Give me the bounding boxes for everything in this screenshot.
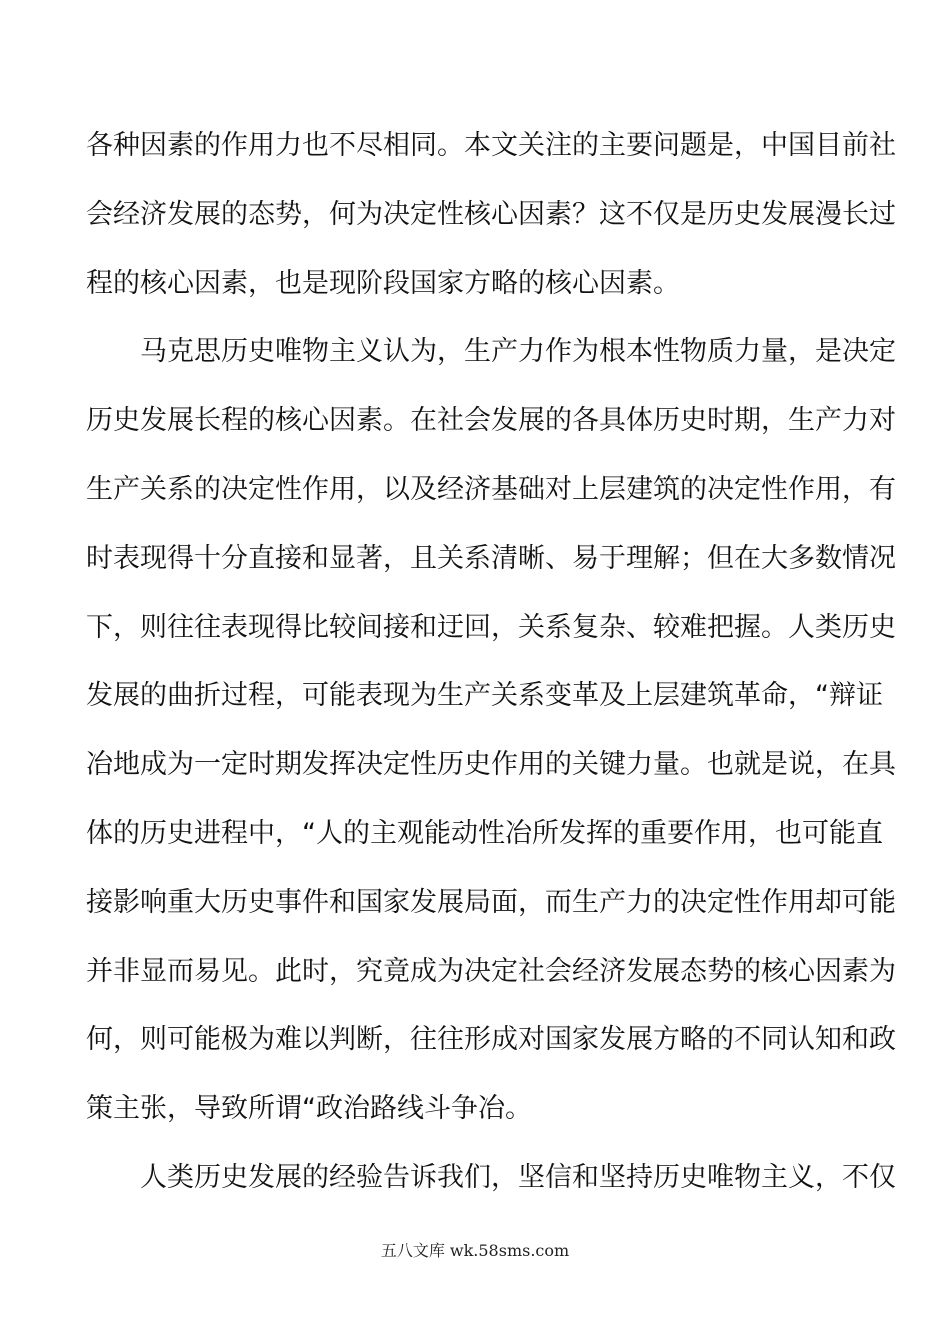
text-line: 冶地成为一定时期发挥决定性历史作用的关键力量。也就是说，在具 <box>86 749 896 781</box>
text-line: 各种因素的作用力也不尽相同。本文关注的主要问题是，中国目前社 <box>86 130 896 161</box>
page-footer: 五八文库 wk.58sms.com <box>380 1241 570 1260</box>
text-line: 程的核心因素，也是现阶段国家方略的核心因素。 <box>86 267 680 299</box>
text-line: 何，则可能极为难以判断，往往形成对国家发展方略的不同认知和政 <box>86 1024 896 1056</box>
text-line: 生产关系的决定性作用，以及经济基础对上层建筑的决定性作用，有 <box>86 473 896 505</box>
text-line: 人类历史发展的经验告诉我们，坚信和坚持历史唯物主义，不仅 <box>140 1161 896 1193</box>
text-line: 并非显而易见。此时，究竟成为决定社会经济发展态势的核心因素为 <box>86 955 896 987</box>
text-line: 策主张，导致所谓“政治路线斗争冶。 <box>86 1093 532 1125</box>
text-line: 时表现得十分直接和显著，且关系清晰、易于理解；但在大多数情况 <box>86 542 896 574</box>
text-line: 发展的曲折过程，可能表现为生产关系变革及上层建筑革命，“辩证 <box>86 680 883 712</box>
text-line: 马克思历史唯物主义认为，生产力作为根本性物质力量，是决定 <box>140 336 896 368</box>
document-body <box>86 112 896 1213</box>
text-line: 接影响重大历史事件和国家发展局面，而生产力的决定性作用却可能 <box>86 886 896 918</box>
text-line: 历史发展长程的核心因素。在社会发展的各具体历史时期，生产力对 <box>86 405 896 437</box>
text-line: 体的历史进程中，“人的主观能动性冶所发挥的重要作用，也可能直 <box>86 817 883 849</box>
text-line: 下，则往往表现得比较间接和迂回，关系复杂、较难把握。人类历史 <box>86 611 896 643</box>
text-line: 会经济发展的态势，何为决定性核心因素？这不仅是历史发展漫长过 <box>86 198 896 230</box>
